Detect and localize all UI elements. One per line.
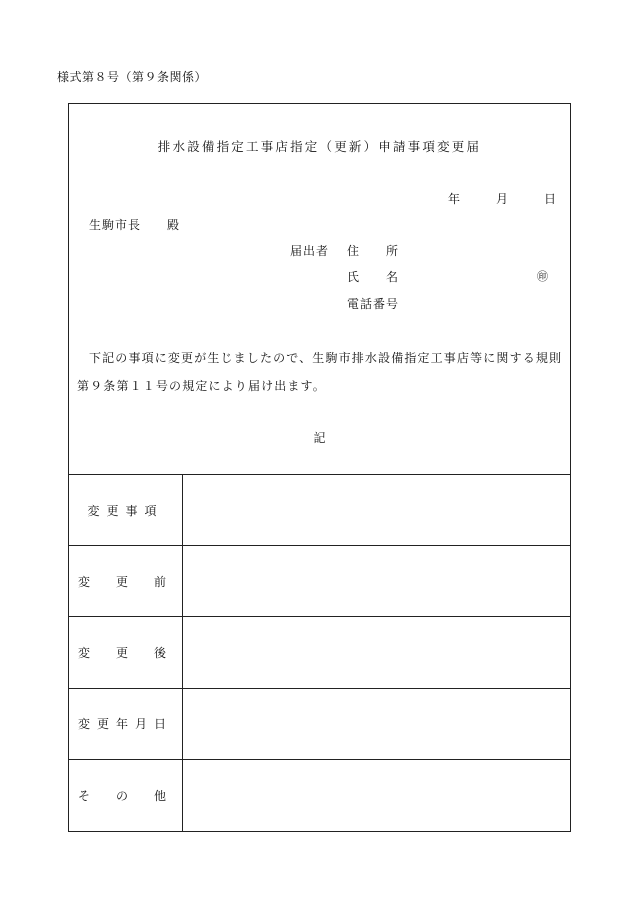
seal-mark: ㊞	[537, 270, 548, 283]
form-number-label: 様式第８号（第９条関係）	[57, 70, 208, 84]
row-label-change-item: 変更事項	[69, 475, 183, 545]
notifier-label: 届出者	[290, 244, 330, 258]
row-label-change-date: 変更年月日	[69, 689, 183, 759]
date-day-label: 日	[543, 192, 556, 206]
date-month-label: 月	[495, 192, 508, 206]
name-label: 氏 名	[347, 270, 400, 284]
addressee-name: 生駒市長	[89, 218, 142, 232]
row-value-after-change[interactable]	[183, 617, 570, 687]
declaration-text: 下記の事項に変更が生じましたので、生駒市排水設備指定工事店等に関する規則第９条第１１号の規定により届け出ます。	[77, 351, 563, 393]
row-value-change-item[interactable]	[183, 475, 570, 545]
phone-label: 電話番号	[347, 297, 400, 311]
table-row	[69, 546, 570, 617]
row-label-after-change: 変 更 後	[69, 617, 183, 687]
form-frame	[68, 103, 571, 832]
date-line	[448, 190, 556, 207]
row-value-change-date[interactable]	[183, 689, 570, 759]
address-label: 住 所	[347, 244, 400, 258]
ki-marker: 記	[313, 431, 326, 445]
row-value-before-change[interactable]	[183, 546, 570, 616]
table-row	[69, 689, 570, 760]
row-label-other: そ の 他	[69, 760, 183, 831]
table-row	[69, 617, 570, 688]
form-title: 排水設備指定工事店指定（更新）申請事項変更届	[157, 139, 482, 154]
table-row	[69, 760, 570, 831]
table-row	[69, 475, 570, 546]
date-year-label: 年	[447, 192, 460, 206]
addressee	[89, 216, 180, 233]
row-value-other[interactable]	[183, 760, 570, 831]
change-table	[69, 474, 570, 831]
row-label-before-change: 変 更 前	[69, 546, 183, 616]
addressee-honorific: 殿	[167, 218, 181, 232]
